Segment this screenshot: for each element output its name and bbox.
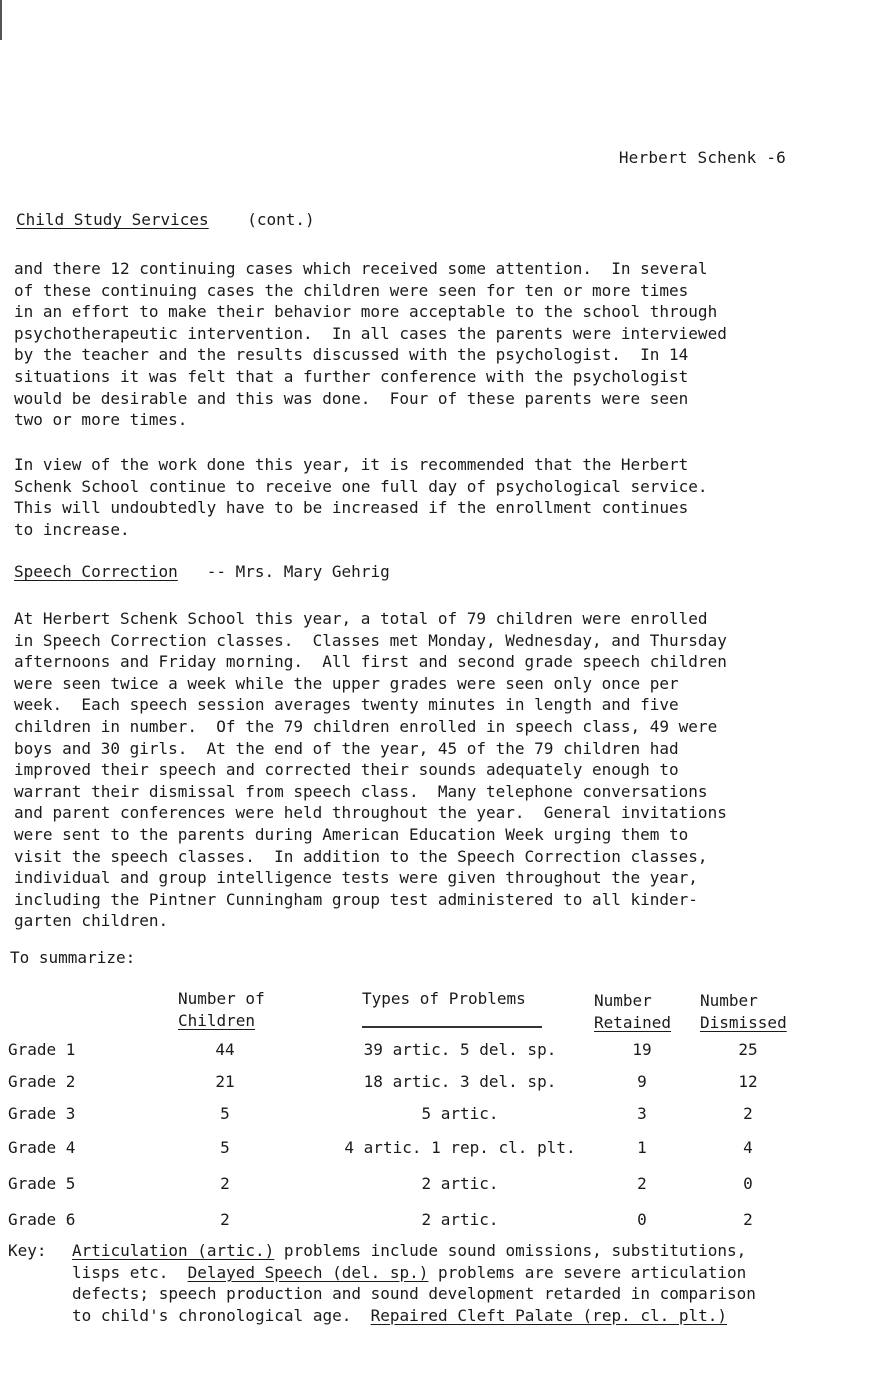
column-header-line: Dismissed	[700, 1013, 787, 1032]
children-cell: 44	[215, 1040, 235, 1059]
grade-cell: Grade 1	[8, 1040, 76, 1059]
types-cell: 39 artic. 5 del. sp.	[363, 1040, 557, 1059]
text-line: were seen twice a week while the upper grades were seen only once per	[14, 673, 679, 693]
retained-cell: 9	[637, 1072, 647, 1091]
key-term-cleft-palate: Repaired Cleft Palate (rep. cl. plt.)	[370, 1305, 728, 1325]
table-row	[0, 1174, 878, 1198]
grade-cell: Grade 6	[8, 1210, 76, 1229]
text-line: At Herbert Schenk School this year, a total of 79 children were enrolled	[14, 609, 708, 628]
types-cell: 4 artic. 1 rep. cl. plt.	[344, 1138, 576, 1157]
section-title-suffix: (cont.)	[247, 210, 315, 229]
column-header-rule	[362, 1026, 542, 1028]
text-line: week. Each speech session averages twenty minutes in length and five	[14, 695, 679, 715]
retained-cell: 2	[637, 1174, 647, 1193]
key-line: defects; speech production and sound development retarded in comparison	[72, 1284, 756, 1304]
text-line: by the teacher and the results discussed with the psychologist. In 14	[14, 345, 689, 365]
text-line: and parent conferences were held throughout the year. General invitations	[14, 803, 727, 823]
dismissed-cell: 25	[738, 1040, 758, 1059]
table-row	[0, 1072, 878, 1096]
text-line: to increase.	[14, 519, 130, 539]
grade-cell: Grade 2	[8, 1072, 76, 1091]
text-line: of these continuing cases the children were seen for ten or more times	[14, 280, 689, 300]
section-title-suffix: -- Mrs. Mary Gehrig	[206, 562, 390, 581]
retained-cell: 3	[637, 1104, 647, 1123]
text-line: warrant their dismissal from speech class. Many telephone conversations	[14, 781, 708, 801]
column-header-line: Children	[178, 1011, 256, 1030]
key-line	[72, 1240, 756, 1262]
dismissed-cell: 2	[743, 1104, 753, 1123]
grade-cell: Grade 4	[8, 1138, 76, 1157]
text-line: and there 12 continuing cases which received some attention. In several	[14, 259, 708, 278]
key-label: Key:	[8, 1241, 47, 1260]
section-title: Child Study Services	[16, 210, 209, 229]
key-line	[72, 1305, 756, 1327]
table-row	[0, 1040, 878, 1064]
text-line: individual and group intelligence tests were given throughout the year,	[14, 868, 698, 888]
children-cell: 2	[220, 1174, 230, 1193]
retained-cell: 19	[632, 1040, 652, 1059]
types-cell: 5 artic.	[421, 1104, 499, 1123]
types-cell: 2 artic.	[421, 1210, 499, 1229]
retained-cell: 0	[637, 1210, 647, 1229]
key-line	[72, 1262, 756, 1284]
text-line: in Speech Correction classes. Classes met Monday, Wednesday, and Thursday	[14, 630, 727, 650]
grade-cell: Grade 3	[8, 1104, 76, 1123]
text-line: garten children.	[14, 911, 169, 931]
column-header-line: Retained	[594, 1013, 672, 1032]
text-line: were sent to the parents during American Education Week urging them to	[14, 824, 689, 844]
page-edge-mark	[0, 0, 2, 40]
column-header-line: Number	[700, 991, 758, 1010]
text-line: two or more times.	[14, 410, 188, 430]
dismissed-cell: 4	[743, 1138, 753, 1157]
key-term-delayed-speech: Delayed Speech (del. sp.)	[187, 1262, 429, 1282]
grade-cell: Grade 5	[8, 1174, 76, 1193]
column-header-children	[178, 988, 265, 1032]
running-head: Herbert Schenk -6	[618, 148, 786, 167]
children-cell: 21	[215, 1072, 235, 1091]
text-line: In view of the work done this year, it is recommended that the Herbert	[14, 455, 689, 474]
table-row	[0, 1138, 878, 1162]
key-line-text: to child's chronological age.	[72, 1305, 371, 1325]
retained-cell: 1	[637, 1138, 647, 1157]
table-row	[0, 1210, 878, 1234]
types-cell: 18 artic. 3 del. sp.	[363, 1072, 557, 1091]
text-line: visit the speech classes. In addition to the Speech Correction classes,	[14, 846, 708, 866]
section-heading-speech-correction	[14, 562, 390, 581]
paragraph-continuing-cases	[14, 258, 814, 431]
column-header-line: Number of	[178, 989, 265, 1008]
column-header-dismissed	[700, 990, 787, 1034]
children-cell: 5	[220, 1104, 230, 1123]
key-line-text: problems include sound omissions, substitutions,	[274, 1241, 747, 1260]
paragraph-speech-correction	[14, 608, 874, 932]
children-cell: 5	[220, 1138, 230, 1157]
dismissed-cell: 12	[738, 1072, 758, 1091]
text-line: would be desirable and this was done. Four of these parents were seen	[14, 388, 689, 408]
text-line: Schenk School continue to receive one full day of psychological service.	[14, 476, 708, 496]
children-cell: 2	[220, 1210, 230, 1229]
dismissed-cell: 0	[743, 1174, 753, 1193]
paragraph-recommendation	[14, 454, 814, 540]
dismissed-cell: 2	[743, 1210, 753, 1229]
column-header-line: Number	[594, 991, 652, 1010]
table-row	[0, 1104, 878, 1128]
text-line: improved their speech and corrected their sounds adequately enough to	[14, 760, 679, 780]
key-line-text: lisps etc.	[72, 1262, 188, 1282]
text-line: psychotherapeutic intervention. In all cases the parents were interviewed	[14, 323, 727, 343]
types-cell: 2 artic.	[421, 1174, 499, 1193]
text-line: afternoons and Friday morning. All first and second grade speech children	[14, 652, 727, 672]
text-line: children in number. Of the 79 children enrolled in speech class, 49 were	[14, 716, 718, 736]
text-line: in an effort to make their behavior more acceptable to the school through	[14, 302, 718, 322]
section-heading-child-study	[16, 210, 315, 229]
key-line-text: problems are severe articulation	[428, 1262, 747, 1282]
text-line: boys and 30 girls. At the end of the year, 45 of the 79 children had	[14, 738, 679, 758]
text-line: This will undoubtedly have to be increased if the enrollment continues	[14, 498, 689, 518]
text-line: situations it was felt that a further conference with the psychologist	[14, 366, 689, 386]
column-header-types: Types of Problems	[362, 989, 526, 1008]
key-text	[72, 1240, 756, 1326]
key-term-articulation: Articulation (artic.)	[72, 1241, 275, 1260]
section-title: Speech Correction	[14, 562, 178, 581]
column-header-retained	[594, 990, 671, 1034]
summary-intro: To summarize:	[10, 948, 136, 967]
text-line: including the Pintner Cunningham group test administered to all kinder-	[14, 889, 698, 909]
